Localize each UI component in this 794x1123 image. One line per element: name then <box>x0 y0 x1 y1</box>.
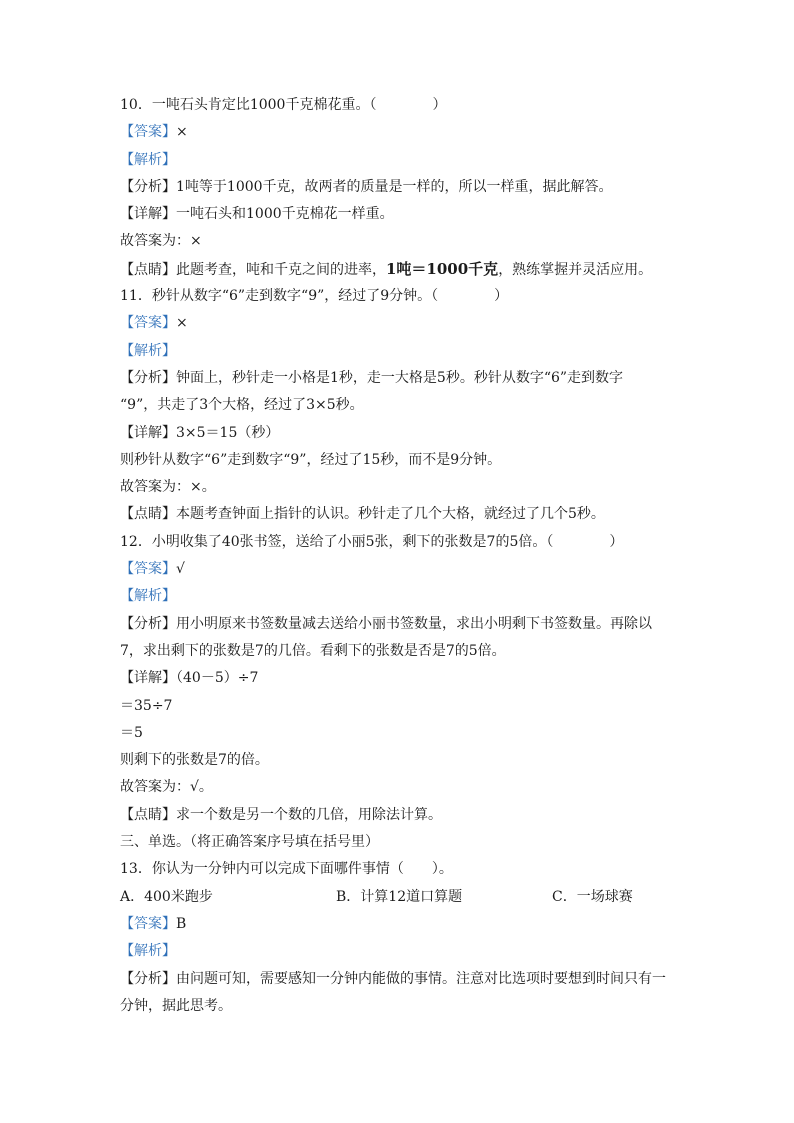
q13-fenxi-line-2: 分钟，据此思考。 <box>120 997 232 1014</box>
option-c: C．一场球赛 <box>552 888 633 905</box>
q11-line-2: 则秒针从数字“6”走到数字“9”，经过了15秒，而不是9分钟。 <box>120 451 502 468</box>
q13-answer-line <box>120 911 680 938</box>
q10-dianjing-a: 此题考查，吨和千克之间的进率， <box>176 261 386 278</box>
xiangjie-tag: 【详解】 <box>120 424 176 441</box>
q12-xiangjie-line <box>120 665 680 692</box>
fenxi-tag: 【分析】 <box>120 178 176 195</box>
q10-xiangjie-line <box>120 201 680 228</box>
q13-fenxi-line-1 <box>120 966 680 993</box>
q10-question: 10．一吨石头肯定比1000千克棉花重。（ ） <box>120 97 447 113</box>
fenxi-tag: 【分析】 <box>120 970 176 987</box>
q10-dianjing-b: ，熟练掌握并灵活应用。 <box>498 261 653 278</box>
q12-step-1: ＝35÷7 <box>120 697 173 714</box>
q10-conclusion: 故答案为：× <box>120 233 202 250</box>
q12-conclusion: 故答案为：√。 <box>120 779 213 796</box>
document-page <box>120 92 680 1020</box>
fenxi-tag: 【分析】 <box>120 615 176 632</box>
q12-step-2: ＝5 <box>120 724 143 741</box>
q12-analysis-tag: 【解析】 <box>120 588 176 605</box>
q10-xiangjie: 一吨石头和1000千克棉花一样重。 <box>176 206 394 223</box>
q11-fenxi-line-2: “9”，共走了3个大格，经过了3×5秒。 <box>120 397 364 414</box>
dianjing-tag: 【点睛】 <box>120 261 176 278</box>
option-b: B．计算12道口算题 <box>336 888 463 905</box>
q11-xiangjie: 3×5＝15（秒） <box>176 424 280 441</box>
q11-conclusion: 故答案为：×。 <box>120 479 216 496</box>
q12-fenxi-line-2: 7，求出剩下的张数是7的几倍。看剩下的张数是否是7的5倍。 <box>120 642 506 659</box>
q12-result: 则剩下的张数是7的倍。 <box>120 752 269 769</box>
q12-fenxi-1: 用小明原来书签数量减去送给小丽书签数量，求出小明剩下书签数量。再除以 <box>176 615 652 632</box>
q10-dianjing-line <box>120 256 680 283</box>
q12-dianjing: 求一个数是另一个数的几倍，用除法计算。 <box>176 806 442 823</box>
q12-xiangjie: （40－5）÷7 <box>176 670 259 687</box>
q10-answer-line <box>120 119 680 146</box>
q10-answer: × <box>176 124 188 141</box>
q12-question: 12．小明收集了40张书签，送给了小丽5张，剩下的张数是7的5倍。（ ） <box>120 533 624 550</box>
q11-dianjing-line <box>120 501 680 528</box>
dianjing-tag: 【点睛】 <box>120 806 176 823</box>
q13-fenxi-1: 由问题可知，需要感知一分钟内能做的事情。注意对比选项时要想到时间只有一 <box>176 970 666 987</box>
q11-question: 11．秒针从数字“6”走到数字“9”，经过了9分钟。（ ） <box>120 288 509 305</box>
q13-question: 13．你认为一分钟内可以完成下面哪件事情（ ）。 <box>120 861 453 878</box>
q11-fenxi-1: 钟面上，秒针走一小格是1秒，走一大格是5秒。秒针从数字“6”走到数字 <box>176 369 624 386</box>
q12-dianjing-line <box>120 802 680 829</box>
q10-analysis-tag: 【解析】 <box>120 151 176 168</box>
section-heading: 三、单选。（将正确答案序号填在括号里） <box>120 834 379 851</box>
q11-fenxi-line-1 <box>120 365 680 392</box>
xiangjie-tag: 【详解】 <box>120 670 176 687</box>
q10-fenxi: 1吨等于1000千克，故两者的质量是一样的，所以一样重，据此解答。 <box>176 178 613 195</box>
q13-analysis-tag: 【解析】 <box>120 943 176 960</box>
option-a: A．400米跑步 <box>120 888 213 905</box>
q13-answer: B <box>176 915 187 932</box>
q11-dianjing: 本题考查钟面上指针的认识。秒针走了几个大格，就经过了几个5秒。 <box>176 506 605 523</box>
q12-answer-line <box>120 556 680 583</box>
q12-fenxi-line-1 <box>120 611 680 638</box>
q10-dianjing-formula: 1吨＝1000千克 <box>386 259 499 278</box>
dianjing-tag: 【点睛】 <box>120 506 176 523</box>
q10-fenxi-line <box>120 174 680 201</box>
answer-tag: 【答案】 <box>120 315 176 332</box>
q12-answer: √ <box>176 561 185 578</box>
q13-options <box>120 884 680 911</box>
q11-xiangjie-line <box>120 420 680 447</box>
answer-tag: 【答案】 <box>120 561 176 578</box>
q11-answer-line <box>120 310 680 337</box>
fenxi-tag: 【分析】 <box>120 369 176 386</box>
xiangjie-tag: 【详解】 <box>120 206 176 223</box>
q11-answer: × <box>176 315 188 332</box>
answer-tag: 【答案】 <box>120 124 176 141</box>
q11-analysis-tag: 【解析】 <box>120 342 176 359</box>
answer-tag: 【答案】 <box>120 915 176 932</box>
